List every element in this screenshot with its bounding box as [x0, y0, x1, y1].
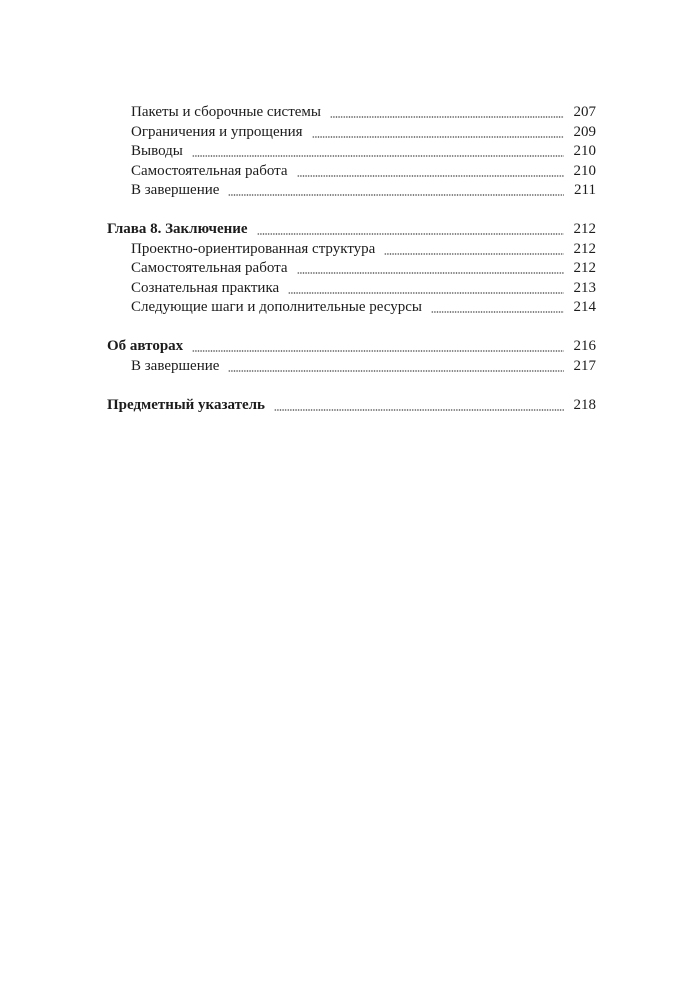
toc-entry-page: 211 [574, 182, 596, 198]
toc-entry-page: 217 [573, 357, 596, 374]
toc-entry [107, 103, 596, 123]
toc-dot-leader [274, 409, 564, 411]
toc-group [107, 337, 596, 376]
toc-entry [107, 142, 596, 162]
toc-entry-title: Сознательная практика [131, 279, 280, 296]
toc-chapter-page: 218 [573, 396, 596, 413]
toc-entry [107, 279, 596, 299]
toc-dot-leader [431, 311, 564, 313]
toc-entry-page: 209 [573, 123, 596, 140]
toc-entry-title: В завершение [131, 357, 220, 374]
toc-entry-title: Выводы [131, 143, 183, 159]
toc-entry-page: 207 [573, 104, 596, 120]
toc-chapter-entry [107, 396, 596, 416]
toc-entry-page: 210 [573, 143, 596, 159]
toc-group [107, 396, 596, 416]
toc-chapter-page: 216 [573, 338, 596, 354]
toc-dot-leader [288, 292, 563, 294]
toc-entry-page: 210 [573, 162, 596, 179]
toc-dot-leader [192, 155, 564, 157]
toc-entry-title: Следующие шаги и дополнительные ресурсы [131, 299, 422, 315]
toc-entry-page: 214 [573, 299, 596, 315]
toc-group [107, 220, 596, 318]
toc-entry-title: Пакеты и сборочные системы [131, 104, 321, 120]
toc-dot-leader [384, 253, 563, 255]
toc-group [107, 103, 596, 201]
toc-chapter-title: Об авторах [107, 338, 184, 354]
toc-dot-leader [330, 116, 564, 118]
toc-dot-leader [257, 233, 564, 235]
toc-entry-title: Ограничения и упрощения [131, 123, 303, 140]
toc-entry-page: 213 [573, 279, 596, 296]
toc-chapter-page: 212 [573, 221, 596, 237]
toc-dot-leader [228, 194, 564, 196]
toc-entry [107, 123, 596, 143]
toc-entry-title: Самостоятельная работа [131, 260, 288, 276]
toc-entry [107, 298, 596, 318]
toc-entry [107, 357, 596, 377]
toc-entry-title: В завершение [131, 182, 220, 198]
toc-dot-leader [297, 272, 564, 274]
toc-entry [107, 240, 596, 260]
toc-entry-page: 212 [573, 260, 596, 276]
toc-entry-title: Самостоятельная работа [131, 162, 288, 179]
toc-entry [107, 259, 596, 279]
toc-chapter-entry [107, 337, 596, 357]
table-of-contents [107, 103, 596, 415]
toc-entry-page: 212 [573, 240, 596, 257]
toc-chapter-title: Глава 8. Заключение [107, 221, 248, 237]
toc-dot-leader [312, 136, 564, 138]
toc-dot-leader [192, 350, 563, 352]
toc-chapter-title: Предметный указатель [107, 396, 265, 413]
toc-dot-leader [228, 370, 563, 372]
toc-entry [107, 162, 596, 182]
toc-chapter-entry [107, 220, 596, 240]
toc-entry-title: Проектно-ориентированная структура [131, 240, 376, 257]
toc-dot-leader [297, 175, 564, 177]
toc-entry [107, 181, 596, 201]
